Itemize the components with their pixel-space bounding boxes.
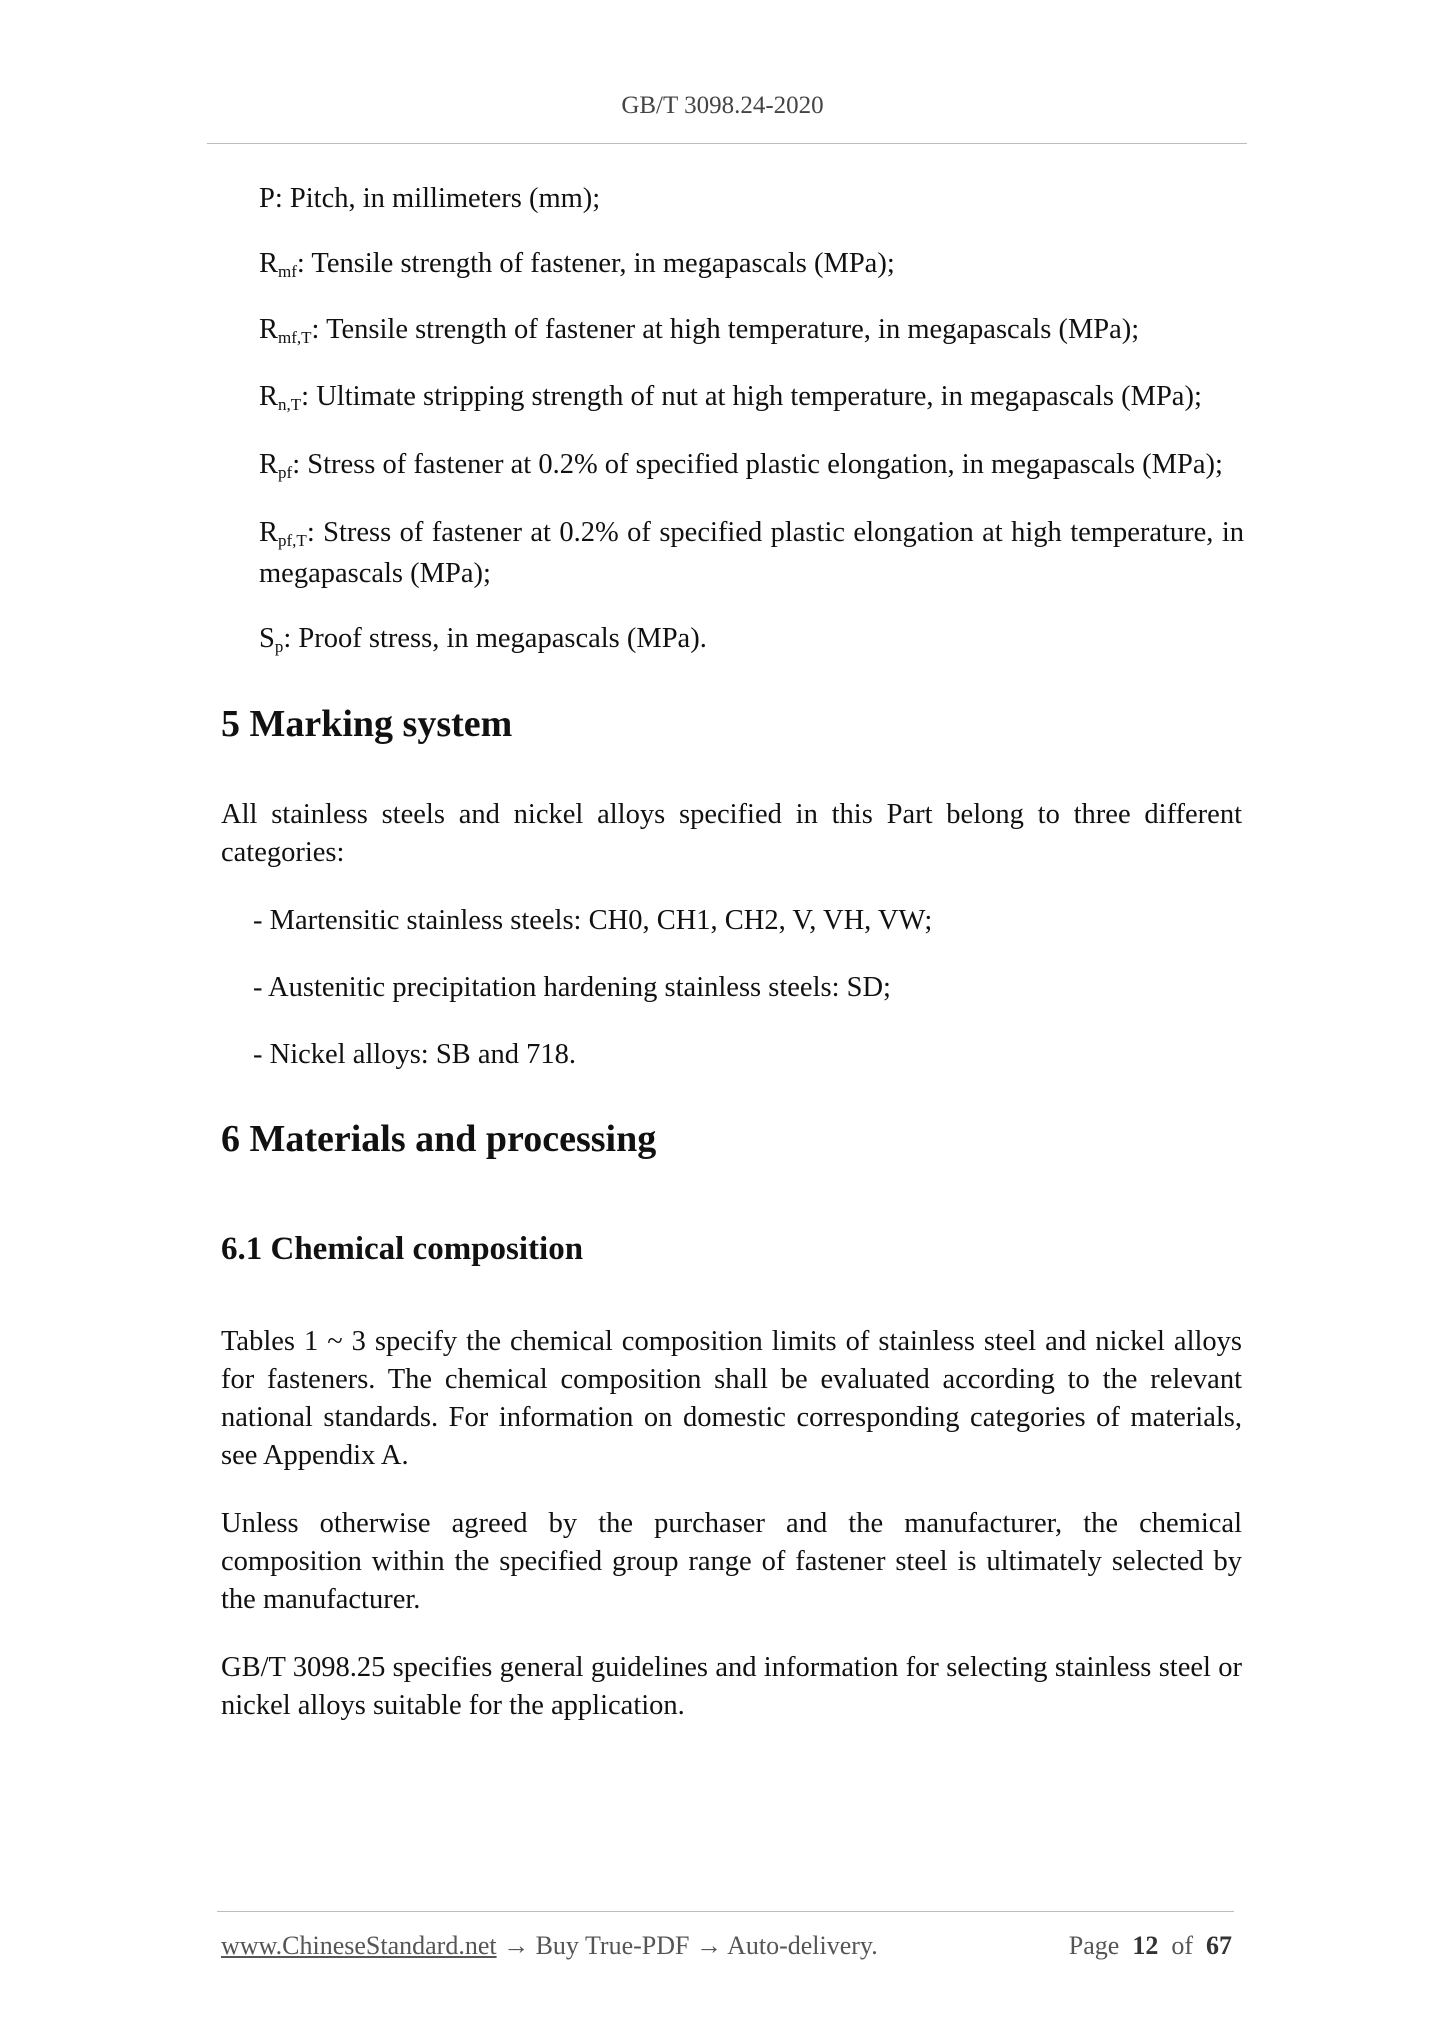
- arrow-icon: →: [503, 1931, 530, 1960]
- symbol: R: [259, 381, 279, 412]
- symbol-def-rpft: [259, 514, 1244, 593]
- paragraph: GB/T 3098.25 specifies general guidelines and information for selecting stainless steel or nickel alloys suitable for the application.: [221, 1652, 1242, 1721]
- section-5-heading: 5 Marking system: [221, 703, 513, 745]
- paragraph: Unless otherwise agreed by the purchaser and the manufacturer, the chemical composition within the specified group range of fastener steel is ultimately selected by the manufacturer.: [221, 1508, 1242, 1615]
- symbol-subscript: mf: [278, 262, 297, 281]
- symbol-def-rnt: [259, 378, 1244, 419]
- symbol-description: : Pitch, in millimeters (mm);: [274, 183, 601, 214]
- symbol-description: : Ultimate stripping strength of nut at high temperature, in megapascals (MPa);: [301, 381, 1202, 412]
- symbol-def-sp: [259, 620, 1244, 661]
- website-link[interactable]: www.ChineseStandard.net: [221, 1931, 497, 1960]
- footer-promo: [221, 1931, 878, 1961]
- symbol-description: : Stress of fastener at 0.2% of specified plastic elongation, in megapascals (MPa);: [292, 449, 1223, 480]
- bullet-item: - Nickel alloys: SB and 718.: [253, 1039, 576, 1070]
- symbol-def-rpf: [259, 446, 1244, 487]
- section-5-intro: All stainless steels and nickel alloys specified in this Part belong to three different categories:: [221, 799, 1242, 868]
- header-divider: [207, 143, 1247, 144]
- symbol-description: : Proof stress, in megapascals (MPa).: [283, 623, 707, 654]
- page-indicator: [1069, 1931, 1232, 1961]
- symbol-def-rmft: [259, 311, 1244, 352]
- section-6-1-heading: 6.1 Chemical composition: [221, 1231, 584, 1267]
- page-label: Page: [1068, 1931, 1120, 1960]
- paragraph: Tables 1 ~ 3 specify the chemical composition limits of stainless steel and nickel alloys for fasteners. The chemical composition shall be evaluated according to the relevant national standards. For information on domestic corresponding categories of materials, see Appendix A.: [221, 1326, 1242, 1471]
- of-label: of: [1171, 1931, 1193, 1960]
- symbol: R: [259, 449, 279, 480]
- delivery-text: Auto-delivery.: [727, 1931, 878, 1960]
- bullet-item: - Austenitic precipitation hardening stainless steels: SD;: [253, 972, 891, 1003]
- page-number: 12: [1132, 1931, 1159, 1960]
- symbol-subscript: p: [274, 637, 284, 656]
- section-6-heading: 6 Materials and processing: [221, 1118, 657, 1160]
- symbol-def-p: [259, 180, 1244, 218]
- symbol-description: : Tensile strength of fastener at high temperature, in megapascals (MPa);: [311, 314, 1140, 345]
- symbol-subscript: n,T: [278, 395, 302, 414]
- footer-divider: [217, 1911, 1234, 1912]
- symbol-subscript: pf,T: [278, 531, 307, 550]
- page-total: 67: [1206, 1931, 1232, 1960]
- symbol-subscript: pf: [278, 463, 293, 482]
- symbol: S: [259, 623, 275, 654]
- page-header: GB/T 3098.24-2020: [621, 92, 824, 119]
- symbol-description: : Tensile strength of fastener, in megapascals (MPa);: [296, 248, 895, 279]
- symbol-description: : Stress of fastener at 0.2% of specified plastic elongation at high temperature, in megapascals (MPa);: [259, 517, 1244, 589]
- symbol: R: [259, 517, 279, 548]
- arrow-icon: →: [696, 1931, 722, 1960]
- symbol: P: [259, 183, 275, 214]
- symbol-def-rmf: [259, 245, 1244, 286]
- symbol: R: [259, 248, 279, 279]
- symbol: R: [259, 314, 279, 345]
- bullet-item: - Martensitic stainless steels: CH0, CH1, CH2, V, VH, VW;: [253, 905, 933, 936]
- symbol-subscript: mf,T: [278, 328, 312, 347]
- buy-text: Buy True-PDF: [535, 1931, 690, 1960]
